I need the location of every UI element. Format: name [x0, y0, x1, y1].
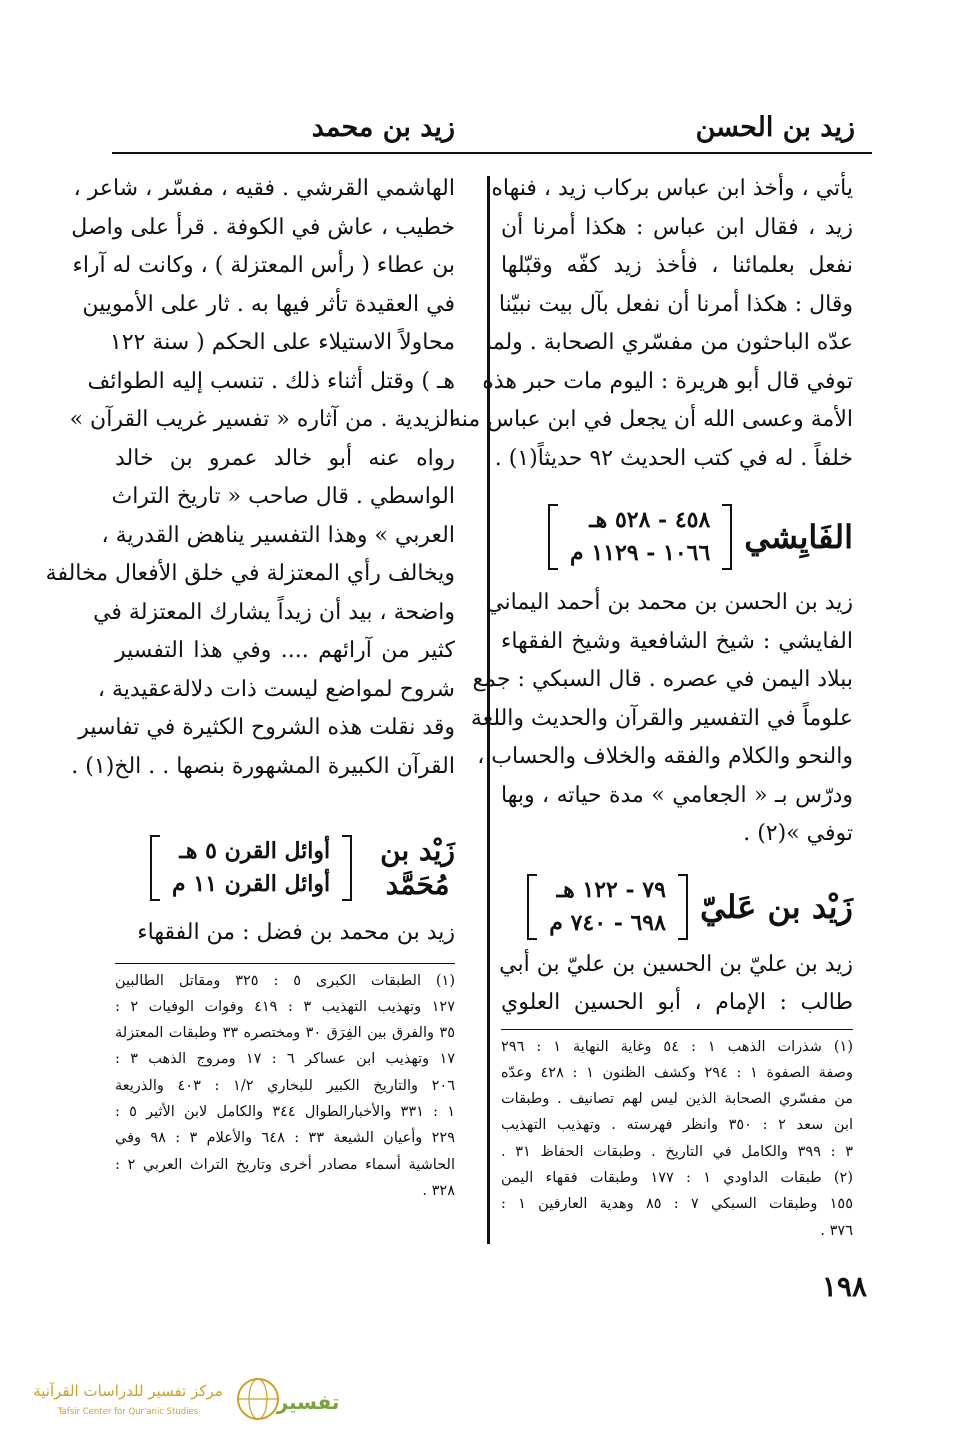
- text-line: العربي » وهذا التفسير يناهض القدرية ،: [101, 522, 455, 548]
- footnote-line: ٣ : ٣٩٩ والكامل في التاريخ . وطبقات الحفاظ ٣١ .: [501, 1143, 853, 1160]
- entry-body-zayd-ali: [501, 946, 853, 1023]
- text-line: خلفاً . له في كتب الحديث ٩٢ حديثاً(١) .: [494, 445, 853, 471]
- text-line: الفايشي : شيخ الشافعية وشيخ الفقهاء: [501, 628, 853, 654]
- text-line: ببلاد اليمن في عصره . قال السبكي : جمع: [472, 667, 853, 692]
- date-hijri: أوائل القرن ٥ هـ: [179, 838, 331, 864]
- entry-dates: [527, 874, 688, 940]
- text-line: نفعل بعلمائنا ، فأخذ زيد كفّه وقبّلها: [501, 253, 853, 278]
- right-footnotes: [501, 1034, 853, 1244]
- footnote-line: ٣٢٨ .: [422, 1182, 455, 1199]
- logo-emblem-text: تفسير: [276, 1390, 340, 1414]
- tafsir-center-logo: [18, 1376, 348, 1422]
- footnote-line: ٣٥ والفرق بين الفِرَق ٣٠ ومختصره ٣٣ وطبقات المعتزلة: [115, 1025, 455, 1042]
- text-line: زيد بن عليّ بن الحسين بن عليّ بن أبي: [499, 951, 853, 977]
- right-column: [449, 170, 854, 1244]
- footnote-line: ١٢٧ وتهذيب التهذيب ٣ : ٤١٩ وفوات الوفيات ٢ :: [115, 998, 455, 1015]
- logo-graphic: [18, 1376, 348, 1422]
- text-line: الواسطي . قال صاحب « تاريخ التراث: [111, 484, 455, 509]
- footnote-line: ١ : ٣٣١ والأخبارالطوال ٣٤٤ والكامل لابن الأثير ٥ :: [115, 1103, 455, 1120]
- date-hijri: ٧٩ - ١٢٢ هـ: [556, 876, 666, 903]
- footnote-line: ابن سعد ٢ : ٣٥٠ وانظر فهرسته . وتهذيب التهذيب: [501, 1117, 854, 1134]
- text-line: الزيدية . من آثاره « تفسير غريب القرآن »: [69, 407, 455, 432]
- entry-name: [380, 834, 455, 902]
- entry-body-zayd-muhammad: [115, 914, 455, 953]
- text-line: القرآن الكبيرة المشهورة بنصها . . الخ(١) .: [71, 753, 455, 779]
- text-line: والنحو والكلام والفقه والخلاف والحساب ،: [477, 744, 853, 769]
- footnote-line: وصفة الصفوة ١ : ٢٩٤ وكشف الظنون ١ : ٤٢٨ وعدّه: [501, 1064, 853, 1081]
- footnote-line: من مفسّري الصحابة الذين ليس لهم تصانيف . وطبقات: [501, 1091, 853, 1108]
- footnote-line: ١٥٥ وطبقات السبكي ٧ : ٨٥ وهدية العارفين ١ :: [501, 1196, 854, 1213]
- text-line: بن عطاء ( رأس المعتزلة ) ، وكانت له آراء: [72, 253, 455, 278]
- text-line: توفي قال أبو هريرة : اليوم مات حبر هذه: [482, 368, 853, 394]
- entry-dates: [150, 835, 352, 901]
- text-line: في العقيدة تأثر فيها به . ثار على الأمويين: [82, 291, 455, 317]
- text-line: واضحة ، بيد أن زيداً يشارك المعتزلة في: [93, 599, 455, 625]
- bracket: [548, 504, 558, 570]
- logo-latin-name: Tafsir Center for Qur'anic Studies: [57, 1407, 199, 1417]
- date-gregorian: ١٠٦٦ - ١١٢٩ م: [570, 540, 711, 566]
- entry-heading-zayd-ali: [501, 870, 853, 944]
- text-line: شروح لمواضع ليست ذات دلالةعقيدية ،: [97, 676, 455, 702]
- text-line: عدّه الباحثون من مفسّري الصحابة . ولما: [486, 330, 853, 355]
- bracket: [678, 874, 688, 940]
- text-line: محاولاً الاستيلاء على الحكم ( سنة ١٢٢: [109, 330, 455, 355]
- text-line: كثير من آرائهم .... وفي هذا التفسير: [115, 638, 455, 663]
- running-header-right: زيد بن الحسن: [695, 112, 855, 143]
- footnote-line: الحاشية أسماء مصادر أخرى وتاريخ التراث العربي ٢ :: [115, 1156, 455, 1173]
- text-line: زيد ، فقال ابن عباس : هكذا أمرنا أن: [501, 214, 853, 240]
- left-footnotes: [115, 968, 455, 1205]
- header-rule: [112, 152, 872, 154]
- date-hijri: ٤٥٨ - ٥٢٨ هـ: [589, 507, 711, 533]
- right-continuation-text: [449, 170, 853, 478]
- text-line: ودرّس بـ « الجعامي » مدة حياته ، وبها: [501, 782, 853, 808]
- footnote-rule: [115, 963, 455, 964]
- left-column: [45, 170, 456, 1204]
- bracket: [342, 835, 352, 901]
- text-line: وقال : هكذا أمرنا أن نفعل بآل بيت نبيّنا .: [484, 291, 853, 317]
- date-gregorian: أوائل القرن ١١ م: [172, 871, 331, 897]
- footnote-line: ١٧ وتهذيب ابن عساكر ٦ : ١٧ ومروج الذهب ٣ :: [115, 1051, 456, 1068]
- text-line: ويخالف رأي المعتزلة في خلق الأفعال مخالفة: [45, 561, 455, 586]
- entry-name-line: زَيْد بن: [380, 834, 455, 867]
- text-line: الهاشمي القرشي . فقيه ، مفسّر ، شاعر ،: [73, 176, 455, 201]
- text-line: زيد بن محمد بن فضل : من الفقهاء: [137, 920, 455, 945]
- footnote-line: (١) الطبقات الكبرى ٥ : ٣٢٥ ومقاتل الطالبين: [115, 972, 455, 989]
- footnote-line: ٣٧٦ .: [820, 1222, 853, 1239]
- page-number: ١٩٨: [821, 1270, 867, 1303]
- footnote-line: (١) شذرات الذهب ١ : ٥٤ وغاية النهاية ١ : ٢٩٦: [501, 1038, 854, 1055]
- entry-dates: [548, 504, 732, 570]
- entry-heading-fayishi: [501, 500, 853, 574]
- bracket: [527, 874, 537, 940]
- text-line: طالب : الإمام ، أبو الحسين العلوي: [501, 990, 853, 1015]
- entry-heading-zayd-muhammad: [115, 828, 455, 908]
- text-line: رواه عنه أبو خالد عمرو بن خالد: [115, 445, 455, 471]
- text-line: الأمة وعسى الله أن يجعل في ابن عباس منه: [449, 407, 853, 432]
- entry-name: الفَايِشي: [744, 518, 853, 556]
- running-header-left: زيد بن محمد: [311, 112, 455, 143]
- text-line: توفي »(٢) .: [743, 821, 853, 846]
- date-gregorian: ٦٩٨ - ٧٤٠ م: [549, 909, 666, 936]
- footnote-rule: [501, 1029, 853, 1030]
- text-line: زيد بن الحسن بن محمد بن أحمد اليماني: [486, 590, 853, 615]
- footnote-line: ٢٠٦ والتاريخ الكبير للبخاري ١/٢ : ٤٠٣ والذريعة: [115, 1077, 455, 1094]
- entry-body-fayishi: [470, 584, 853, 854]
- logo-arabic-name: مركز تفسير للدراسات القرآنية: [33, 1382, 223, 1400]
- text-line: خطيب ، عاش في الكوفة . قرأ على واصل: [71, 214, 455, 240]
- left-continuation-text: [45, 170, 455, 786]
- text-line: وقد نقلت هذه الشروح الكثيرة في تفاسير: [78, 715, 455, 740]
- bracket: [150, 835, 160, 901]
- text-line: يأتي ، وأخذ ابن عباس بركاب زيد ، فنهاه: [491, 176, 853, 201]
- entry-name: زَيْد بن عَليّ: [699, 887, 853, 926]
- bracket: [722, 504, 732, 570]
- text-line: هـ ) وقتل أثناء ذلك . تنسب إليه الطوائف: [87, 368, 455, 394]
- text-line: علوماً في التفسير والقرآن والحديث واللغة: [470, 705, 853, 731]
- footnote-line: ٢٢٩ وأعيان الشيعة ٣٣ : ٦٤٨ والأعلام ٣ : ٩٨ وفي: [115, 1130, 455, 1147]
- footnote-line: (٢) طبقات الداودي ١ : ١٧٧ وطبقات فقهاء اليمن: [501, 1169, 854, 1186]
- entry-name-line: مُحَمَّد: [385, 868, 450, 901]
